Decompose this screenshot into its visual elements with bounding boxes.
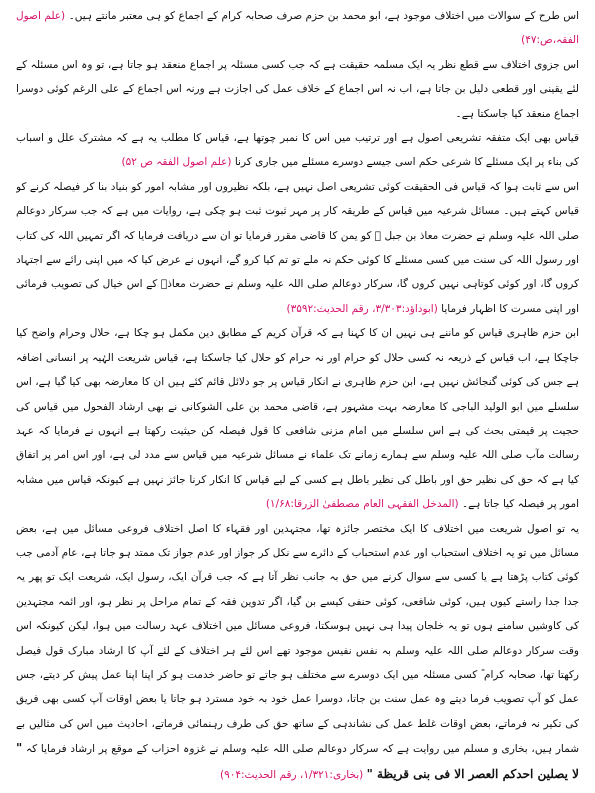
citation-reference: (علم اصول الفقہ،ص:۴۷) xyxy=(16,10,579,47)
citation-reference: (ابوداؤد:۳/۳۰۳، رقم الحدیث:۳۵۹۲) xyxy=(286,302,438,315)
paragraph-qiyas-definition xyxy=(16,126,579,175)
paragraph-text: اس سے ثابت ہوا کہ قیاس فی الحقیقت کوئی تشریعی اصل نہیں ہے، بلکہ نظیروں اور مشابہ امور کو بنیاد بنا کر فیصلہ کرنے کو قیاس کہتے ہیں۔ مسائل شرعیہ میں قیاس کے طریقہ کار پر مہر ثبوت ثبت ہو چکی ہے، روایات میں ہے کہ جب سرکار دوعالم صلی اللہ علیہ وسلم نے حضرت معاذ بن جبل ؓ کو یمن کا قاضی مقرر فرمایا تو ان سے دریافت فرمایا کہ اگر تمہیں اللہ کی کتاب اور رسول اللہ کی سنت میں کسی مسئلے کا کوئی حکم نہ ملے تو تم کیا کرو گے، انہوں نے عرض کیا کہ میں اپنی رائے سے اجتہاد کروں گا، اور کوئی کوتاہی نہیں کروں گا، سرکار دوعالم صلی اللہ علیہ وسلم نے حضرت معاذؓ کے اس خیال کی تصویب فرمائی اور اپنی مسرت کا اظہار فرمایا xyxy=(16,180,579,315)
hadith-quote: " لا یصلین احدکم العصر الا فی بنی قریظة " xyxy=(16,741,579,781)
paragraph-text: ابن حزم ظاہری قیاس کو ماننے ہی نہیں ان کا کہنا ہے کہ قرآن کریم کے مطابق دین مکمل ہو چکا ہے، حلال وحرام واضح کیا جاچکا ہے، اب قیاس کے ذریعہ نہ کسی حلال کو حرام اور نہ حرام کو حلال کیا جاسکتا ہے، قیاس شریعت الہٰیہ پر انسانی اضافہ ہے جس کی کوئی گنجائش نہیں ہے، ابن حزم ظاہری نے انکار قیاس پر جو دلائل قائم کئے ہیں ان کا معارضہ بھی کیا گیا ہے، اس سلسلے میں ابو الولید الباجی کا معارضہ بہت مشہور ہے، قاضی محمد بن علی الشوکانی نے بھی ارشاد الفحول میں قیاس کی حجیت پر قیمتی بحث کی ہے اس سلسلے میں امام مزنی شافعی کا قول فیصلہ کن حیثیت رکھتا ہے انہوں نے فرمایا کہ عہد رسالت مآب صلی اللہ علیہ وسلم سے ہمارے زمانے تک علماء نے مسائل شرعیہ میں قیاس سے مدد لی ہے، اور اس امر پر اتفاق کیا ہے کہ حق کی نظیر حق اور باطل کی نظیر باطل ہے کسی کے لیے قیاس کا انکار کرنا جائز نہیں ہے کیونکہ قیاس میں مشابہ امور پر فیصلہ کیا جاتا ہے۔ xyxy=(16,327,579,511)
document-page xyxy=(16,4,579,789)
paragraph-qiyas-muadh xyxy=(16,175,579,321)
paragraph-ijma-differences xyxy=(16,4,579,53)
paragraph-ijma-certainty xyxy=(16,53,579,126)
paragraph-text: قیاس بھی ایک متفقہ تشریعی اصول ہے اور ترتیب میں اس کا نمبر چوتھا ہے، قیاس کا مطلب یہ ہے کہ مشترک علل و اسباب کی بناء پر ایک مسئلے کا شرعی حکم اسی جیسے دوسرے مسئلے میں جاری کرنا xyxy=(16,132,579,169)
paragraph-furui-ikhtilaf xyxy=(16,517,579,787)
citation-reference: (المدخل الفقہی العام مصطفیٰ الزرقا:۱/۶۸) xyxy=(265,498,459,511)
paragraph-text: اس جزوی اختلاف سے قطع نظر یہ ایک مسلمہ حقیقت ہے کہ جب کسی مسئلہ پر اجماع منعقد ہو جاتا ہے، تو وہ اس مسئلہ کے لئے یقینی اور قطعی دلیل بن جاتا ہے، اب نہ اس اجماع کے خلاف عمل کی اجازت ہے ورنہ اس اجماع کے علی الرغم کوئی دوسرا اجماع منعقد کیا جاسکتا ہے۔ xyxy=(16,58,579,120)
citation-reference: (علم اصول الفقہ ص ۵۲) xyxy=(121,156,232,169)
citation-reference: (بخاری:۱/۳۲۱، رقم الحدیث:۹۰۴) xyxy=(219,768,364,781)
paragraph-text: یہ تو اصول شریعت میں اختلاف کا ایک مختصر جائزہ تھا، مجتہدین اور فقہاء کا اصل اختلاف فروعی مسائل میں ہے، بعض مسائل میں تو یہ اختلاف استحباب اور عدم استحباب کے دائرے سے نکل کر جواز اور عدم جواز تک ممتد ہو جاتا ہے، عام آدمی جب کوئی کتاب پڑھتا ہے یا کسی سے سوال کرنے میں حق بہ جانب نظر آتا ہے کہ جب قرآن ایک، رسول ایک، شریعت ایک تو پھر یہ جدا جدا راستے کیوں ہیں، کوئی شافعی، کوئی حنفی کیسے بن گیا، اگر تدوین فقہ کے تمام مراحل پر نظر ہو، اور ائمہ مجتہدین کی کاوشیں سامنے ہوں تو یہ خلجان پیدا ہی نہیں ہوسکتا، فروعی مسائل میں اختلاف عہد رسالت میں ہوا، لیکن کیونکہ اس وقت سرکار دوعالم صلی اللہ علیہ وسلم بہ نفس نفیس موجود تھے اس لئے ہر اختلاف کے لئے آپ کا ارشاد مبارک قول فیصل رکھتا تھا، صحابہ کرام ؓ کسی مسئلہ میں ایک دوسرے سے مختلف ہو جاتے تو حاضر خدمت ہو کر اپنا اپنا عمل پیش کر دیتے، جس عمل کو آپ تصویب فرما دیتے وہ عمل سنت بن جاتا، دوسرا عمل خود بہ خود مسترد ہو جاتا یا بعض اوقات آپ کسی بھی فریق کی تکیر نہ فرماتے، بعض اوقات غلط عمل کی نشاندہی کے ساتھ حق کی طرف رہنمائی فرماتے، احادیث میں اس کی مثالیں بے شمار ہیں، بخاری و مسلم میں روایت ہے کہ سرکار دوعالم صلی اللہ علیہ وسلم نے غزوہ احزاب کے موقع پر ارشاد فرمایا کہ xyxy=(16,522,579,756)
paragraph-ibn-hazm xyxy=(16,321,579,516)
paragraph-text: اس طرح کے سوالات میں اختلاف موجود ہے، ابو محمد بن حزم صرف صحابہ کرام کے اجماع کو ہی معتبر مانتے ہیں۔ xyxy=(68,10,579,22)
